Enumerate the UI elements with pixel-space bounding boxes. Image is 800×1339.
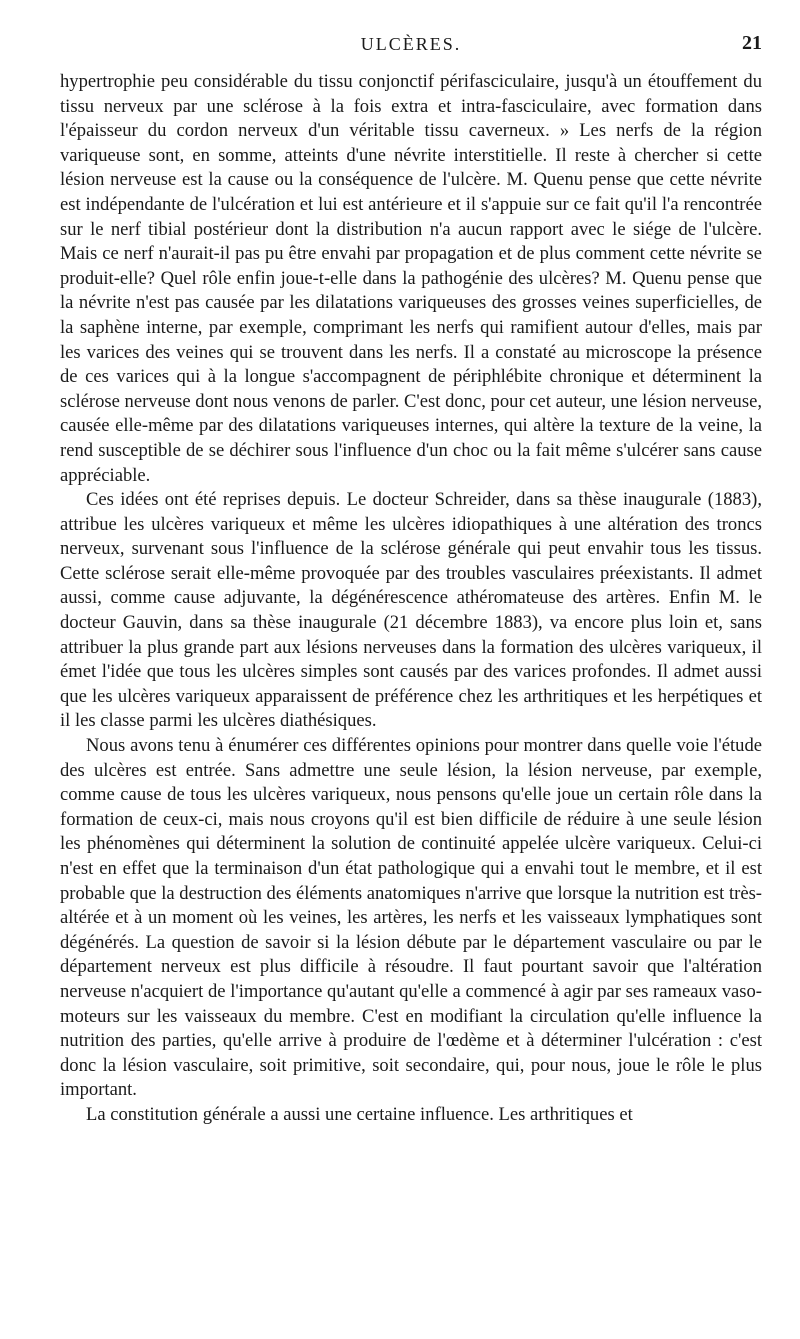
- paragraph: Ces idées ont été reprises depuis. Le docteur Schreider, dans sa thèse inaugurale (1883), attribue les ulcères variqueux et même les ulcères idiopathiques à une altération des troncs nerveux, survenant sous l'influence de la sclérose générale qui peut envahir tous les tissus. Cette sclérose serait elle-même provoquée par des troubles vasculaires préexistants. Il admet aussi, comme cause adjuvante, la dégénérescence athéromateuse des artères. Enfin M. le docteur Gauvin, dans sa thèse inaugurale (21 décembre 1883), va encore plus loin et, sans attribuer la plus grande part aux lésions nerveuses dans la formation des ulcères variqueux, il émet l'idée que tous les ulcères simples sont causés par des varices profondes. Il admet aussi que les ulcères variqueux apparaissent de préférence chez les arthritiques et les herpétiques et il les classe parmi les ulcères diathésiques.: [60, 489, 762, 732]
- page-header: [60, 30, 762, 70]
- paragraph: La constitution générale a aussi une certaine influence. Les arthritiques et: [86, 1103, 633, 1125]
- running-title: ULCÈRES.: [360, 34, 462, 54]
- body-text: [60, 70, 762, 1128]
- page-number: 21: [742, 32, 762, 54]
- paragraph-continued: hypertrophie peu considérable du tissu conjonctif périfasciculaire, jusqu'à un étouffement du tissu nerveux par une sclérose à la fois extra et intra-fasciculaire, avec formation dans l'épaisseur du cordon nerveux d'un véritable tissu caverneux. » Les nerfs de la région variqueuse sont, en somme, atteints d'une névrite interstitielle. Il reste à chercher si cette lésion nerveuse est la cause ou la conséquence de l'ulcère. M. Quenu pense que cette névrite est indépendante de l'ulcération et lui est antérieure et il s'appuie sur ce fait qu'il l'a rencontrée sur le nerf tibial postérieur dont la distribution n'a aucun rapport avec le siége de l'ulcère. Mais ce nerf n'aurait-il pas pu être envahi par propagation et de plus comment cette névrite se produit-elle? Quel rôle enfin joue-t-elle dans la pathogénie des ulcères? M. Quenu pense que la névrite n'est pas causée par les dilatations variqueuses des grosses veines superficielles, de la saphène interne, par exemple, comprimant les nerfs qui ramifient autour d'elles, mais par les varices des veines qui se trouvent dans les nerfs. Il a constaté au microscope la présence de ces varices qui à la longue s'accompagnent de périphlébite chronique et déterminent la sclérose nerveuse dont nous venons de parler. C'est donc, pour cet auteur, une lésion nerveuse, causée elle-même par des dilatations variqueuses internes, qui altère la texture de la veine, la rend susceptible de se déchirer sous l'influence d'un choc ou la fait même s'ulcérer sans cause appréciable.: [60, 71, 762, 486]
- paragraph: Nous avons tenu à énumérer ces différentes opinions pour montrer dans quelle voie l'étude des ulcères est entrée. Sans admettre une seule lésion, la lésion nerveuse, par exemple, comme cause de tous les ulcères variqueux, nous pensons qu'elle joue un certain rôle dans la formation de ceux-ci, mais nous croyons qu'il est bien difficile de réduire à une seule lésion les phénomènes qui déterminent la solution de continuité appelée ulcère variqueux. Celui-ci n'est en effet que la terminaison d'un état pathologique qui a envahi tout le membre, et il est probable que la destruction des éléments anatomiques n'arrive que lorsque la nutrition est très-altérée et à un moment où les veines, les artères, les nerfs et les vaisseaux lymphatiques sont dégénérés. La question de savoir si la lésion débute par le département vasculaire ou par le département nerveux est plus difficile à résoudre. Il faut pourtant savoir que l'altération nerveuse n'acquiert de l'importance qu'autant qu'elle a commencé à agir par ses rameaux vaso-moteurs sur les vaisseaux du membre. C'est en modifiant la circulation qu'elle influence la nutrition des parties, qu'elle arrive à produire de l'œdème et à déterminer l'ulcération : c'est donc la lésion vasculaire, soit primitive, soit secondaire, qui, pour nous, joue le rôle le plus important.: [60, 735, 762, 1101]
